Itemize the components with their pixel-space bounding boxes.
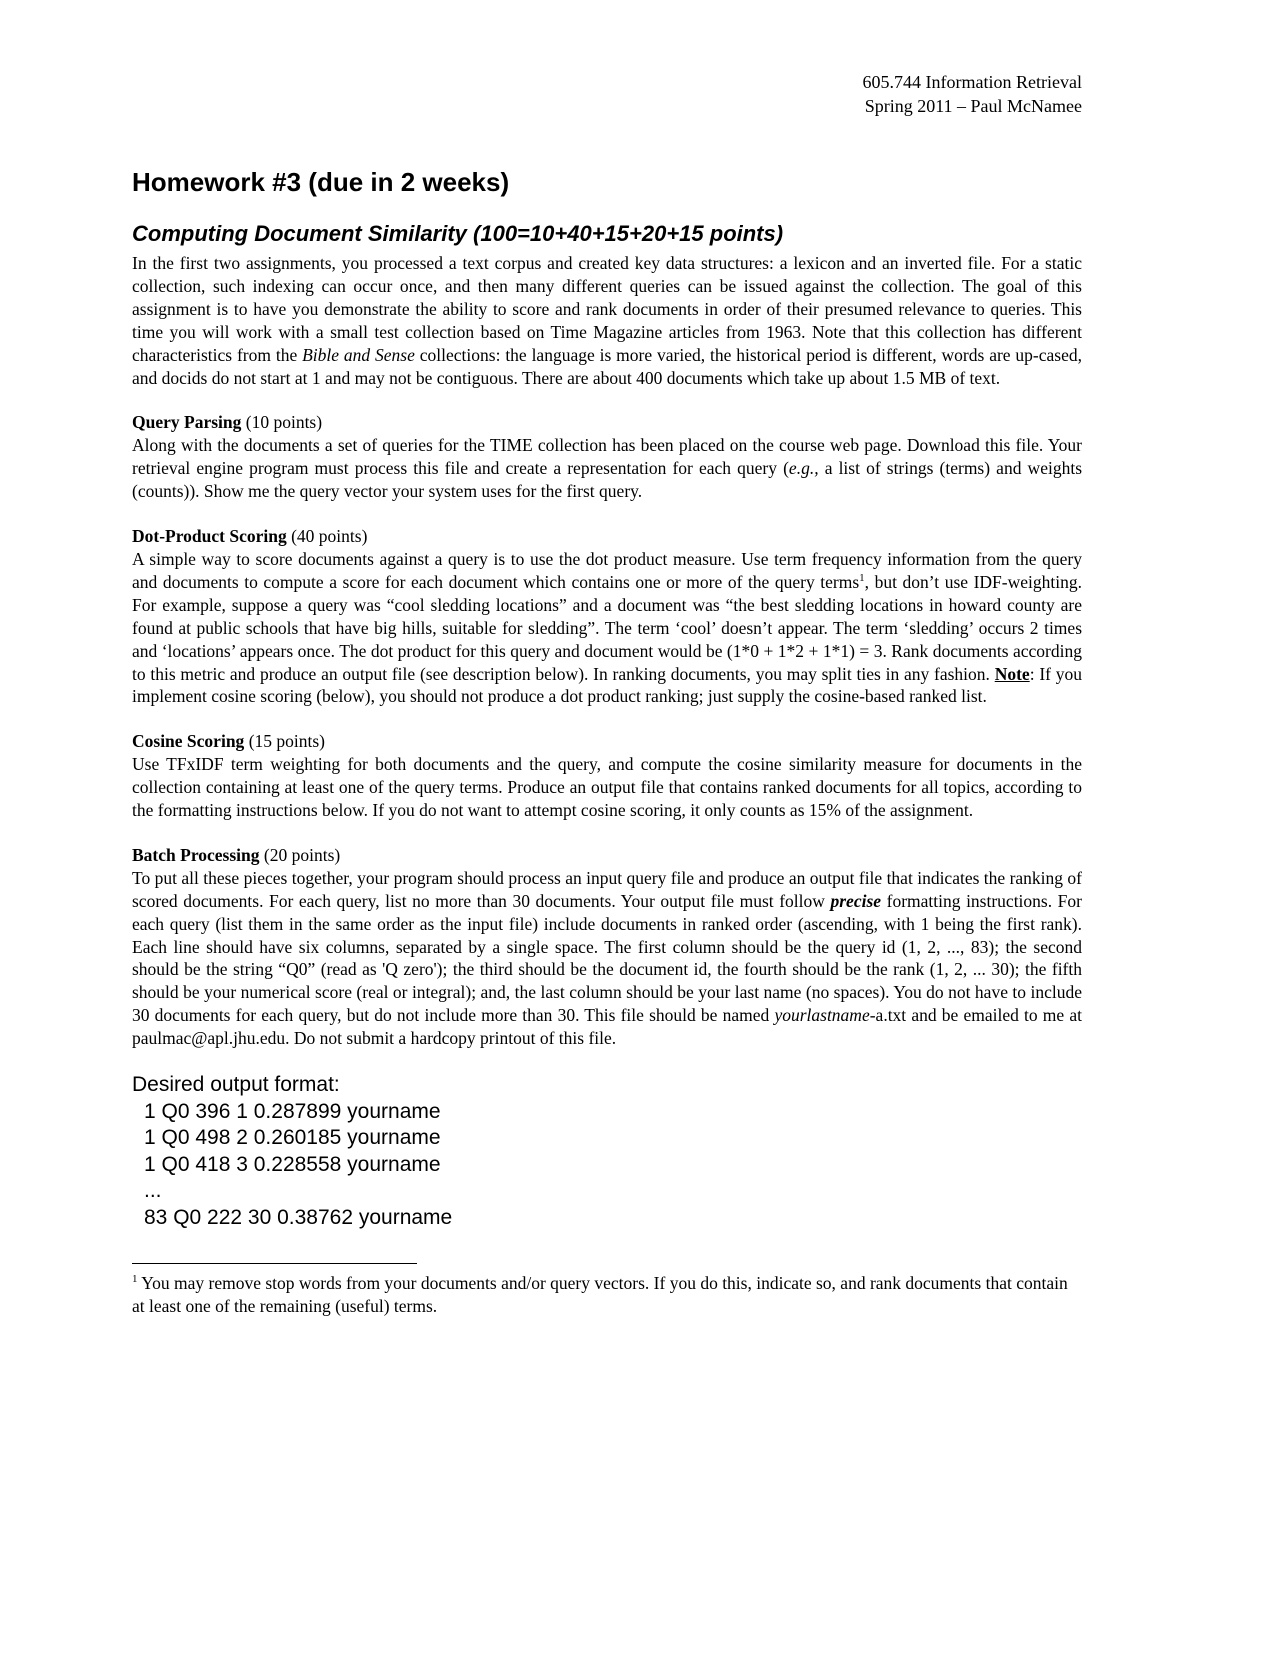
section-points: (10 points): [241, 412, 323, 433]
output-format-block: [132, 1072, 1082, 1231]
output-format-label: Desired output format:: [132, 1073, 340, 1097]
text-run: yourlastname: [774, 1005, 870, 1026]
section-heading: Cosine Scoring: [132, 731, 245, 752]
document-page: [132, 70, 1082, 1318]
footnote-divider: [132, 1263, 417, 1264]
section-paragraph: [132, 411, 1082, 503]
section-points: (20 points): [259, 844, 341, 865]
page-title: Homework #3 (due in 2 weeks): [132, 167, 510, 197]
section-heading: Dot-Product Scoring: [132, 526, 287, 547]
output-example-line: 83 Q0 222 30 0.38762 yourname: [144, 1205, 453, 1229]
text-run: : If you implement cosine scoring (below), you should not produce a dot product ranking; just supply the cosine-based ranked list.: [132, 663, 1082, 707]
text-run: To put all these pieces together, your program should process an input query file and produce an output file that indicates the ranking of scored documents. For each query, list no more than 30 documents. Your output file must follow: [132, 867, 1082, 911]
text-run: e.g.,: [788, 458, 819, 479]
section-paragraph: [132, 844, 1082, 1050]
section-paragraph: [132, 525, 1082, 708]
output-example-line: 1 Q0 396 1 0.287899 yourname: [144, 1099, 441, 1123]
footnote-reference: 1: [859, 572, 865, 585]
text-run: a list of strings (terms) and weights (counts)). Show me the query vector your system uses for the first query.: [132, 458, 1082, 502]
term-author: Spring 2011 – Paul McNamee: [864, 96, 1082, 116]
text-run: In the first two assignments, you processed a text corpus and created key data structures: a lexicon and an inverted file. For a static collection, such indexing can occur once, and then many different queries can be issued against the collection. The goal of this assignment is to have you demonstrate the ability to score and rank documents in order of their presumed relevance to queries. This time you will work with a small test collection based on Time Magazine articles from 1963. Note that this collection has different characteristics from the: [132, 253, 1082, 365]
section-points: (15 points): [244, 731, 326, 752]
text-run: -a.txt and be emailed to me at paulmac@apl.jhu.edu. Do not submit a hardcopy printout of this file.: [132, 1005, 1082, 1049]
text-run: A simple way to score documents against a query is to use the dot product measure. Use term frequency information from the query and documents to compute a score for each document which contains one or more of the query terms: [132, 548, 1082, 592]
text-run: Bible and Sense: [302, 344, 415, 365]
section-points: (40 points): [286, 526, 368, 547]
text-run: collections: the language is more varied, the historical period is different, words are up-cased, and docids do not start at 1 and may not be contiguous. There are about 400 documents which take up about 1.5 MB of text.: [132, 344, 1082, 388]
text-run: Note: [994, 663, 1030, 684]
output-example-line: ...: [144, 1179, 162, 1203]
footnote-marker: 1: [132, 1273, 138, 1286]
sections: [132, 252, 1082, 1050]
output-example-line: 1 Q0 418 3 0.228558 yourname: [144, 1152, 441, 1176]
output-example-line: 1 Q0 498 2 0.260185 yourname: [144, 1126, 441, 1150]
section-paragraph: [132, 730, 1082, 822]
text-run: precise: [830, 890, 882, 911]
course-header: [132, 70, 1082, 118]
text-run: Use TFxIDF term weighting for both documents and the query, and compute the cosine similarity measure for documents in the collection containing at least one of the query terms. Produce an output file that contains ranked documents for all topics, according to the formatting instructions below. If you do not want to attempt cosine scoring, it only counts as 15% of the assignment.: [132, 754, 1082, 821]
text-run: formatting instructions. For each query (list them in the same order as the input file) include documents in ranked order (ascending, with 1 being the first rank). Each line should have six columns, separated by a single space. The first column should be the query id (1, 2, ..., 83); the second should be the string “Q0” (read as 'Q zero'); the third should be the document id, the fourth should be the rank (1, 2, ... 30); the fifth should be your numerical score (real or integral); and, the last column should be your last name (no spaces). You do not have to include 30 documents for each query, but do not include more than 30. This file should be named: [132, 890, 1082, 1026]
section-heading: Query Parsing: [132, 412, 242, 433]
course-name: 605.744 Information Retrieval: [862, 72, 1082, 92]
section-heading: Batch Processing: [132, 844, 260, 865]
footnote-text: You may remove stop words from your documents and/or query vectors. If you do this, indicate so, and rank documents that contain at least one of the remaining (useful) terms.: [132, 1273, 1068, 1316]
assignment-subtitle: Computing Document Similarity (100=10+40+15+20+15 points): [132, 221, 784, 246]
footnote: [132, 1272, 1082, 1318]
text-run: , but don’t use IDF-weighting. For example, suppose a query was “cool sledding locations” and a document was “the best sledding locations in howard county are found at public schools that have big hills, suitable for sledding”. The term ‘cool’ doesn’t appear. The term ‘sledding’ occurs 2 times and ‘locations’ appears once. The dot product for this query and document would be (1*0 + 1*2 + 1*1) = 3. Rank documents according to this metric and produce an output file (see description below). In ranking documents, you may split ties in any fashion.: [132, 571, 1082, 684]
text-run: Along with the documents a set of queries for the TIME collection has been placed on the course web page. Download this file. Your retrieval engine program must process this file and create a representation for each query (: [132, 435, 1082, 479]
section-paragraph: [132, 252, 1082, 389]
